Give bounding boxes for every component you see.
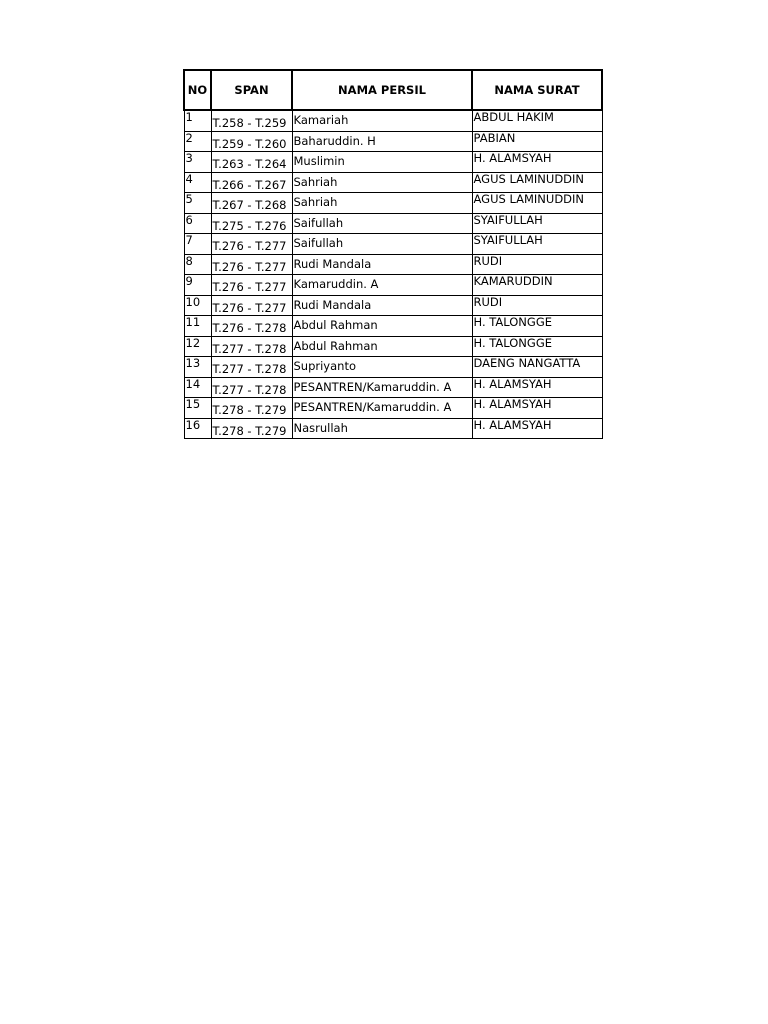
cell-span: T.258 - T.259	[211, 110, 292, 131]
cell-nama-persil: Kamariah	[292, 110, 472, 131]
cell-nama-persil: Nasrullah	[292, 418, 472, 439]
persil-table	[183, 69, 603, 439]
table-row	[184, 377, 602, 398]
cell-nama-persil: Saifullah	[292, 213, 472, 234]
cell-no: 14	[184, 377, 211, 398]
cell-nama-surat: SYAIFULLAH	[472, 234, 602, 255]
cell-span: T.277 - T.278	[211, 357, 292, 378]
cell-nama-surat: AGUS LAMINUDDIN	[472, 193, 602, 214]
cell-span: T.266 - T.267	[211, 172, 292, 193]
table-row	[184, 336, 602, 357]
cell-span: T.276 - T.277	[211, 234, 292, 255]
cell-nama-persil: Muslimin	[292, 152, 472, 173]
cell-nama-persil: Rudi Mandala	[292, 295, 472, 316]
table-row	[184, 172, 602, 193]
table-row	[184, 398, 602, 419]
cell-nama-persil: Saifullah	[292, 234, 472, 255]
cell-no: 11	[184, 316, 211, 337]
cell-span: T.278 - T.279	[211, 418, 292, 439]
cell-no: 12	[184, 336, 211, 357]
cell-nama-surat: ABDUL HAKIM	[472, 110, 602, 131]
cell-nama-persil: Kamaruddin. A	[292, 275, 472, 296]
spreadsheet-page	[183, 69, 601, 439]
cell-nama-surat: SYAIFULLAH	[472, 213, 602, 234]
cell-nama-surat: AGUS LAMINUDDIN	[472, 172, 602, 193]
cell-no: 3	[184, 152, 211, 173]
cell-nama-surat: H. TALONGGE	[472, 336, 602, 357]
cell-span: T.263 - T.264	[211, 152, 292, 173]
cell-no: 10	[184, 295, 211, 316]
cell-nama-surat: H. TALONGGE	[472, 316, 602, 337]
cell-span: T.277 - T.278	[211, 377, 292, 398]
cell-nama-surat: KAMARUDDIN	[472, 275, 602, 296]
cell-no: 2	[184, 131, 211, 152]
table-row	[184, 418, 602, 439]
cell-nama-persil: PESANTREN/Kamaruddin. A	[292, 377, 472, 398]
cell-nama-surat: H. ALAMSYAH	[472, 377, 602, 398]
table-row	[184, 213, 602, 234]
cell-span: T.277 - T.278	[211, 336, 292, 357]
cell-nama-surat: H. ALAMSYAH	[472, 152, 602, 173]
cell-no: 16	[184, 418, 211, 439]
cell-no: 8	[184, 254, 211, 275]
cell-nama-surat: RUDI	[472, 254, 602, 275]
cell-no: 4	[184, 172, 211, 193]
cell-no: 6	[184, 213, 211, 234]
table-row	[184, 193, 602, 214]
table-row	[184, 234, 602, 255]
table-row	[184, 131, 602, 152]
cell-nama-persil: Abdul Rahman	[292, 336, 472, 357]
cell-no: 9	[184, 275, 211, 296]
cell-span: T.278 - T.279	[211, 398, 292, 419]
cell-span: T.259 - T.260	[211, 131, 292, 152]
cell-nama-persil: Supriyanto	[292, 357, 472, 378]
table-row	[184, 152, 602, 173]
table-body	[184, 110, 602, 439]
cell-nama-persil: Rudi Mandala	[292, 254, 472, 275]
cell-no: 1	[184, 110, 211, 131]
table-row	[184, 254, 602, 275]
cell-nama-persil: Sahriah	[292, 172, 472, 193]
header-row	[184, 70, 602, 110]
cell-span: T.276 - T.278	[211, 316, 292, 337]
cell-span: T.276 - T.277	[211, 275, 292, 296]
cell-span: T.276 - T.277	[211, 254, 292, 275]
cell-span: T.275 - T.276	[211, 213, 292, 234]
cell-nama-persil: Baharuddin. H	[292, 131, 472, 152]
cell-nama-surat: H. ALAMSYAH	[472, 398, 602, 419]
cell-no: 13	[184, 357, 211, 378]
cell-nama-surat: H. ALAMSYAH	[472, 418, 602, 439]
cell-nama-persil: PESANTREN/Kamaruddin. A	[292, 398, 472, 419]
header-nama-persil: NAMA PERSIL	[292, 70, 472, 110]
cell-nama-persil: Abdul Rahman	[292, 316, 472, 337]
table-row	[184, 316, 602, 337]
table-row	[184, 295, 602, 316]
cell-span: T.276 - T.277	[211, 295, 292, 316]
table-row	[184, 275, 602, 296]
table-row	[184, 110, 602, 131]
cell-nama-surat: DAENG NANGATTA	[472, 357, 602, 378]
cell-span: T.267 - T.268	[211, 193, 292, 214]
cell-nama-surat: RUDI	[472, 295, 602, 316]
cell-no: 7	[184, 234, 211, 255]
cell-no: 5	[184, 193, 211, 214]
cell-no: 15	[184, 398, 211, 419]
header-no: NO	[184, 70, 211, 110]
cell-nama-persil: Sahriah	[292, 193, 472, 214]
table-row	[184, 357, 602, 378]
cell-nama-surat: PABIAN	[472, 131, 602, 152]
header-span: SPAN	[211, 70, 292, 110]
header-nama-surat: NAMA SURAT	[472, 70, 602, 110]
